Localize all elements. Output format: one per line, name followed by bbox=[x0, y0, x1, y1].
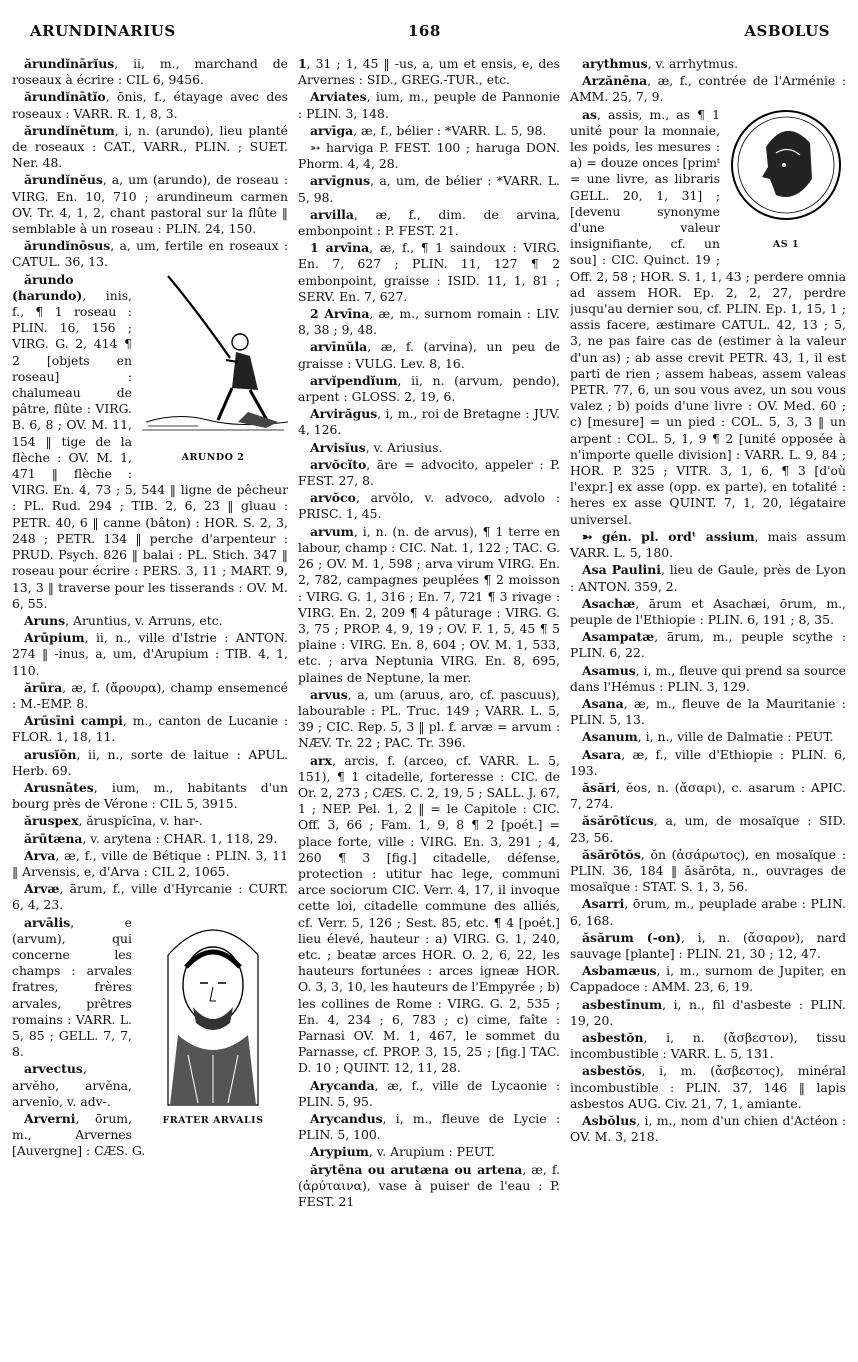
entry: Arusnātes, ium, m., habitants d'un bourg près de Vérone : CIL 5, 3915. bbox=[12, 779, 288, 812]
entry: Asara, æ, f., ville d'Ethiopie : PLIN. 6, 193. bbox=[570, 746, 846, 778]
entry: 1 arvīna, æ, f., ¶ 1 saindoux : VIRG. En. 7, 627 ; PLIN. 11, 127 ¶ 2 embonpoint, graisse : ISID. 11, 1, 81 ; SERV. En. 7, 627. bbox=[298, 240, 560, 304]
entry: Asachæ, ārum et Asachæi, ōrum, m., peuple de l'Ethiopie : PLIN. 6, 191 ; 8, 35. bbox=[570, 595, 846, 627]
figure-frater-arvalis bbox=[138, 915, 288, 1129]
column-2 bbox=[298, 56, 560, 1352]
entry: arvīga, æ, f., bélier : *VARR. L. 5, 98. bbox=[310, 122, 547, 138]
running-header bbox=[0, 22, 858, 48]
entry: Asarri, ōrum, m., peuplade arabe : PLIN. 6, 168. bbox=[570, 896, 846, 928]
entry: Arūsīni campi, m., canton de Lucanie : FLOR. 1, 18, 11. bbox=[12, 713, 288, 745]
entry: arvus, a, um (aruus, aro, cf. pascuus), labourable : PL. Truc. 149 ; VARR. L. 5, 39 ; CIC. Rep. 5, 3 ‖ pl. f. arvæ = arvum : NÆV. Tr. 22 ; PAC. Tr. 396. bbox=[298, 686, 560, 751]
entry: Asbamæus, i, m., surnom de Jupiter, en Cappadoce : AMM. 23, 6, 19. bbox=[570, 963, 846, 995]
entry: ărundĭnātĭo, ōnis, f., étayage avec des roseaux : VARR. R. 1, 8, 3. bbox=[12, 89, 288, 121]
entry: ărundĭnōsus, a, um, fertile en roseaux : CATUL. 36, 13. bbox=[12, 238, 288, 270]
entry: arvĭpendĭum, ii, n. (arvum, pendo), arpent : GLOSS. 2, 19, 6. bbox=[298, 372, 560, 405]
entry: Arverni, ōrum, m., Arvernes [Auvergne] : CÆS. G. bbox=[12, 1111, 146, 1159]
figure-caption: AS 1 bbox=[772, 238, 800, 250]
entry: ărūra, æ, f. (ἄρουρα), champ ensemencé : M.-EMP. 8. bbox=[12, 679, 288, 711]
entry: 1, 31 ; 1, 45 ‖ -us, a, um et ensis, e, des Arvernes : SID., GREG.-TUR., etc. bbox=[298, 56, 560, 88]
entry: arvālis, e (arvum), qui concerne les champs : arvales fratres, frères arvales, prêtres romains : VARR. L. 5, 85 ; GELL. 7, 7, 8. bbox=[12, 914, 132, 1060]
entry: ărytēna ou arutæna ou artena, æ, f. (ἀρύταινα), vase à puiser de l'eau : P. FEST. 21 bbox=[298, 1161, 560, 1210]
entry: arvectus, arvĕho, arvĕna, arvenĭo, v. adv-. bbox=[12, 1061, 132, 1109]
coin-illustration bbox=[726, 107, 846, 235]
entry: asbestŏn, i, n. (ἄσβεστον), tissu incombustible : VARR. L. 5, 131. bbox=[570, 1029, 846, 1062]
entry: ăruspex, ăruspĭcīna, v. har-. bbox=[24, 813, 203, 829]
fisherman-illustration bbox=[138, 272, 288, 448]
entry: Arypium, v. Arupium : PEUT. bbox=[310, 1144, 495, 1160]
entry: arvŏco, arvŏlo, v. advoco, advolo : PRISC. 1, 45. bbox=[298, 490, 560, 522]
column-3 bbox=[570, 56, 846, 1352]
entry: Arvæ, ārum, f., ville d'Hyrcanie : CURT. 6, 4, 23. bbox=[12, 881, 288, 913]
entry: Arvisĭus, v. Ariusius. bbox=[310, 439, 443, 455]
entry: Arūpium, ii, n., ville d'Istrie : ANTON. 274 ‖ -inus, a, um, d'Arupium : TIB. 4, 1, 110. bbox=[12, 630, 288, 678]
entry: ărūtæna, v. arytena : CHAR. 1, 118, 29. bbox=[24, 830, 278, 846]
column-1 bbox=[12, 56, 288, 1352]
entry: as, assis, m., as ¶ 1 unité pour la monnaie, les poids, les mesures : a) = douze onces [primᵗ = une livre, as libraris GELL. 20, 1, 31] ; [devenu synonyme d'une valeur insignifiante, cf. un sou] : CIC. Quinct. 19 ; Off. 2, 58 ; HOR. S. 1, 1, 43 ; perdere omnia ad assem HOR. Ep. 2, 2, 27, perdre jusqu'au dernier sou, cf. PLIN. Ep. 1, 15, 1 ; assis facere, æstimare CATUL. 42, 13 ; 5, 3, ne pas faire cas de (estimer à la valeur d'un as) ; ab asse crevit PETR. 43, 1, il est parti de rien ; assem habeas, assem valeas PETR. 77, 6, un sou vous avez, un sou vous valez ; b) poids d'une livre : OV. Med. 60 ; c) [mesure] = un pied : COL. 5, 3, 3 ‖ un arpent : COL. 5, 1, 9 ¶ 2 [unité opposée à n'importe quelle division] : VARR. L. 9, 84 ; HOR. P. 325 ; VITR. 3, 1, 6, ¶ 3 [d'où l'expr.] ex asse (opp. ex parte), en totalité : heres ex asse QUINT. 7, 1, 20, légataire universel. bbox=[570, 106, 846, 527]
entry: Arva, æ, f., ville de Bétique : PLIN. 3, 11 ‖ Arvensis, e, d'Arva : CIL 2, 1065. bbox=[12, 847, 288, 879]
entry: arx, arcis, f. (arceo, cf. VARR. L. 5, 151), ¶ 1 citadelle, forteresse : CIC. de Or. 2, 273 ; CÆS. C. 2, 19, 5 ; SALL. J. 67, 1 ; NEP. Pel. 1, 2 ‖ = le Capitole : CIC. Off. 3, 66 ; Fam. 1, 9, 8 ¶ 2 [poét.] = place forte, ville : VIRG. En. 3, 291 ; 4, 260 ¶ 3 [fig.] citadelle, défense, protection : utitur hac lege, communi arce sociorum CIC. Verr. 4, 17, il invoque cette loi, citadelle commune des alliés, cf. Verr. 5, 126 ; Sest. 85, etc. ¶ 4 [poét.] lieu élevé, hauteur : a) VIRG. G. 1, 240, etc. ; beatæ arces HOR. O. 2, 6, 22, les hauteurs fortunées : arces igneæ HOR. O. 3, 3, 10, les hauteurs de l'Empyrée ; b) les collines de Rome : VIRG. G. 2, 535 ; En. 4, 234 ; 6, 783 ; c) cime, faîte : Parnasi OV. M. 1, 467, le sommet du Parnasse, cf. PROP. 3, 15, 25 ; [fig.] TAC. D. 10 ; QUINT. 12, 11, 28. bbox=[298, 752, 560, 1076]
entry: ărundĭnĕus, a, um (arundo), de roseau : VIRG. En. 10, 710 ; arundineum carmen OV. Tr. 4, 1, 2, chant pastoral sur la flûte ‖ semblable à un roseau : PLIN. 24, 150. bbox=[12, 172, 288, 237]
entry: ➳ harviga P. FEST. 100 ; haruga DON. Phorm. 4, 4, 28. bbox=[298, 140, 560, 172]
figure-caption: ARUNDO 2 bbox=[181, 451, 245, 463]
entry: arusĭōn, ii, n., sorte de laitue : APUL. Herb. 69. bbox=[12, 746, 288, 778]
entry: Asana, æ, m., fleuve de la Mauritanie : PLIN. 5, 13. bbox=[570, 695, 846, 728]
entry: Arviates, ium, m., peuple de Pannonie : PLIN. 3, 148. bbox=[298, 89, 560, 121]
header-right-word: ASBOLUS bbox=[744, 22, 830, 40]
entry: Arycandus, i, m., fleuve de Lycie : PLIN. 5, 100. bbox=[298, 1111, 560, 1143]
entry: Aruns, Aruntius, v. Arruns, etc. bbox=[24, 612, 223, 628]
entry: Asanum, i, n., ville de Dalmatie : PEUT. bbox=[582, 729, 834, 745]
entry: Asa Paulini, lieu de Gaule, près de Lyon : ANTON. 359, 2. bbox=[570, 562, 846, 594]
entry: Asampatæ, ārum, m., peuple scythe : PLIN. 6, 22. bbox=[570, 629, 846, 661]
entry: Arvirăgus, i, m., roi de Bretagne : JUV. 4, 126. bbox=[298, 406, 560, 438]
page-number: 168 bbox=[408, 22, 441, 40]
entry: asbestīnum, i, n., fil d'asbeste : PLIN. 19, 20. bbox=[570, 996, 846, 1028]
figure-caption: FRATER ARVALIS bbox=[162, 1114, 264, 1126]
entry: ărundĭnētum, i, n. (arundo), lieu planté de roseaux : CAT., VARR., PLIN. ; SUET. Ner. 48. bbox=[12, 122, 288, 171]
entry: Arycanda, æ, f., ville de Lycaonie : PLIN. 5, 95. bbox=[298, 1077, 560, 1109]
entry: ăsărum (-on), i, n. (ἄσαρον), nard sauvage [plante] : PLIN. 21, 30 ; 12, 47. bbox=[570, 929, 846, 961]
entry: 2 Arvīna, æ, m., surnom romain : LIV. 8, 38 ; 9, 48. bbox=[298, 306, 560, 338]
figure-as bbox=[726, 107, 846, 253]
entry: arvīnŭla, æ, f. (arvina), un peu de graisse : VULG. Lev. 8, 16. bbox=[298, 339, 560, 371]
entry: arvŏcĭto, āre = advocito, appeler : P. FEST. 27, 8. bbox=[298, 456, 560, 489]
entry: Asbŏlus, i, m., nom d'un chien d'Actéon : OV. M. 3, 218. bbox=[570, 1113, 846, 1145]
figure-arundo bbox=[138, 272, 288, 466]
entry: ➳ gén. pl. ordᵗ assium, mais assum VARR. L. 5, 180. bbox=[570, 528, 846, 561]
entry: ărundo (harundo), inis, f., ¶ 1 roseau : PLIN. 16, 156 ; VIRG. G. 2, 414 ¶ 2 [objets en roseau] : chalumeau de pâtre, flûte : VIRG. B. 6, 8 ; OV. M. 11, 154 ‖ tige de la flèche : OV. M. 1, 471 ‖ flèche : VIRG. En. 4, 73 ; 5, 544 ‖ ligne de pêcheur : PL. Rud. 294 ; TIB. 2, 6, 23 ‖ gluau : PETR. 40, 6 ‖ canne (bâton) : HOR. S. 2, 3, 248 ; PETR. 134 ‖ perche d'arpenteur : PRUD. Psych. 826 ‖ balai : PL. Stich. 347 ‖ roseau pour écrire : PERS. 3, 11 ; MART. 9, 13, 3 ‖ traverse pour les tisserands : OV. M. 6, 55. bbox=[12, 271, 288, 611]
entry: arvilla, æ, f., dim. de arvina, embonpoint : P. FEST. 21. bbox=[298, 206, 560, 239]
entry: ărundĭnārĭus, ii, m., marchand de roseaux à écrire : CIL 6, 9456. bbox=[12, 56, 288, 88]
entry: arythmus, v. arrhytmus. bbox=[582, 56, 739, 71]
entry: arvīgnus, a, um, de bélier : *VARR. L. 5, 98. bbox=[298, 173, 560, 205]
entry: asbestŏs, i, m. (ἄσβεστος), minéral incombustible : PLIN. 37, 146 ‖ lapis asbestos AUG. Civ. 21, 7, 1, amiante. bbox=[570, 1063, 846, 1111]
entry: Asamus, i, m., fleuve qui prend sa source dans l'Hémus : PLIN. 3, 129. bbox=[570, 662, 846, 694]
entry: arvum, i, n. (n. de arvus), ¶ 1 terre en labour, champ : CIC. Nat. 1, 122 ; TAC. G. 26 ; OV. M. 1, 598 ; arva virum VIRG. En. 2, 782, campagnes peuplées ¶ 2 moisson : VIRG. G. 1, 316 ; En. 7, 721 ¶ 3 rivage : VIRG. En. 2, 209 ¶ 4 pâturage : VIRG. G. 3, 75 ; PROP. 4, 9, 19 ; OV. F. 1, 5, 45 ¶ 5 plaine : VIRG. En. 8, 604 ; OV. M. 1, 533, etc. ; arva Neptunia VIRG. En. 8, 695, plaines de Neptune, la mer. bbox=[298, 523, 560, 685]
entry: ăsărōtĭcus, a, um, de mosaïque : SID. 23, 56. bbox=[570, 813, 846, 845]
entry: Arzănēna, æ, f., contrée de l'Arménie : AMM. 25, 7, 9. bbox=[570, 73, 846, 105]
header-left-word: ARUNDINARIUS bbox=[30, 22, 176, 40]
bust-illustration bbox=[138, 915, 288, 1111]
entry: ăsărōtŏs, ŏn (ἀσάρωτος), en mosaïque : PLIN. 36, 184 ‖ ăsărōta, n., ouvrages de mosaïque : STAT. S. 1, 3, 56. bbox=[570, 846, 846, 895]
entry: ăsări, ĕos, n. (ἄσαρι), c. asarum : APIC. 7, 274. bbox=[570, 779, 846, 812]
